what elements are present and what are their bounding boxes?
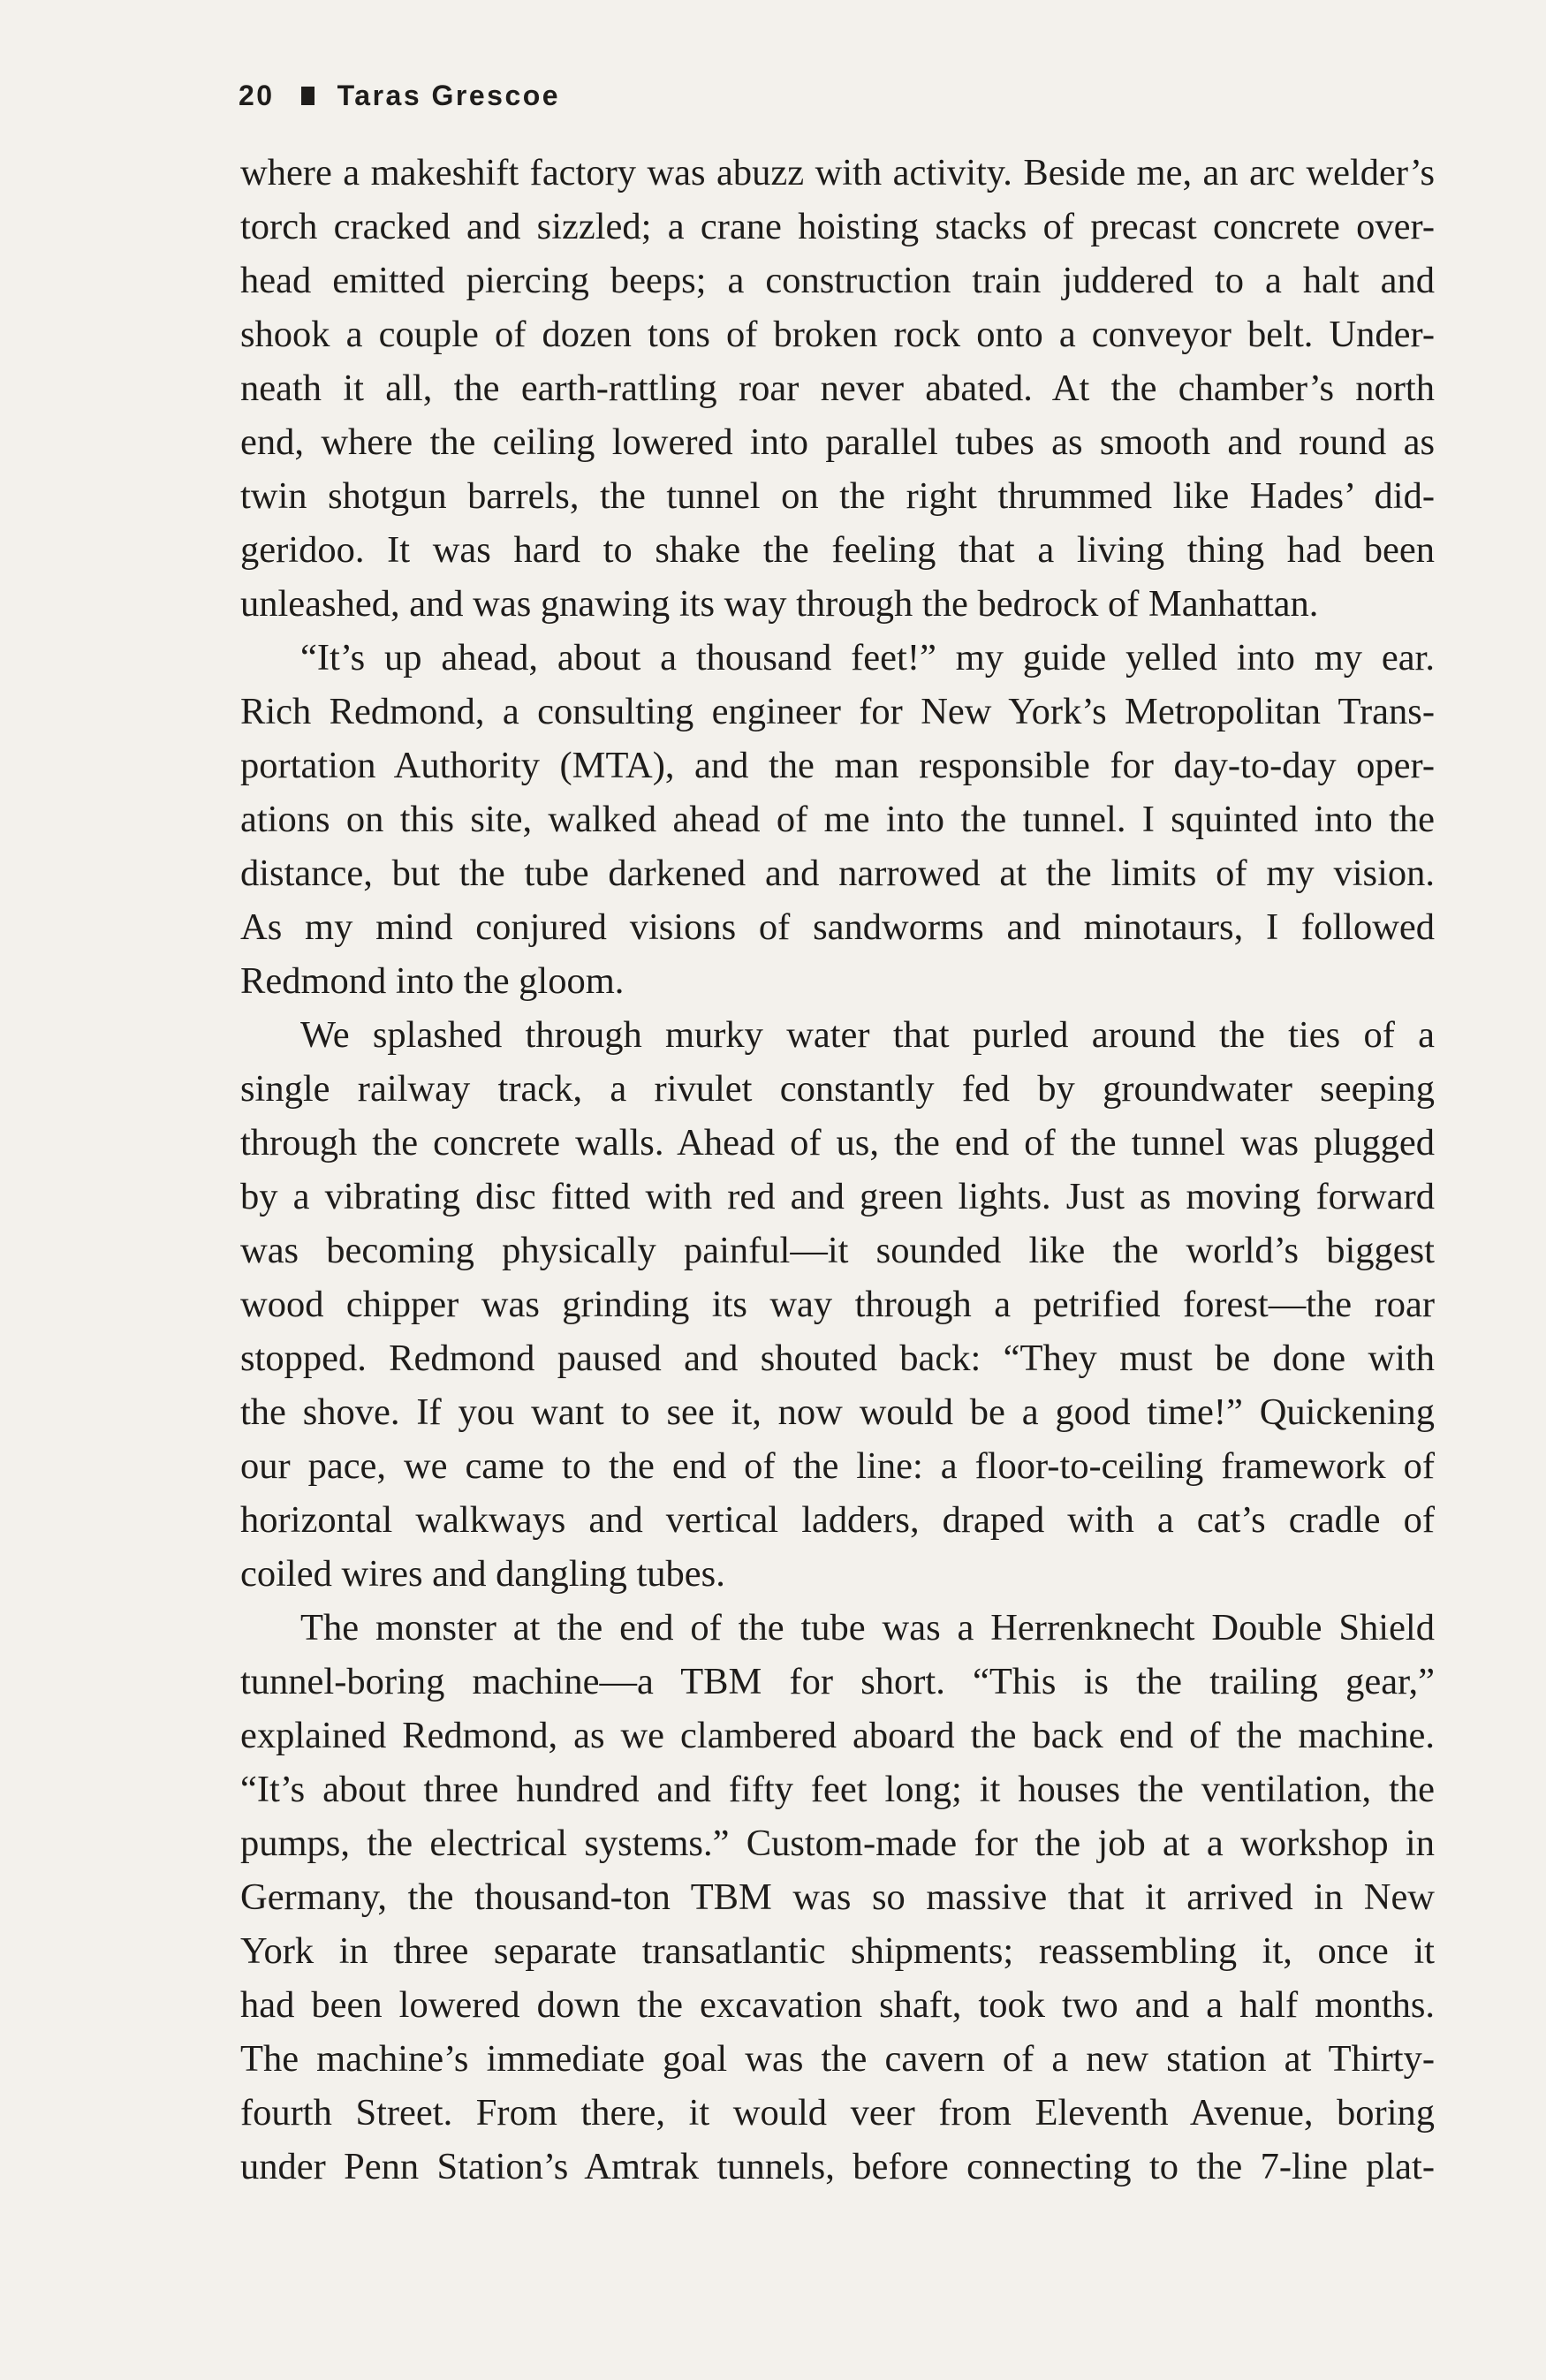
- text-line: wood chipper was grinding its way through a petrified forest—the roar: [240, 1284, 1435, 1325]
- text-line: where a makeshift factory was abuzz with activity. Beside me, an arc welder’s: [240, 152, 1435, 193]
- author-name: Taras Grescoe: [337, 80, 561, 111]
- body-text: [240, 146, 1435, 2194]
- text-line: portation Authority (MTA), and the man responsible for day-to-day oper-: [240, 745, 1435, 786]
- text-line: coiled wires and dangling tubes.: [240, 1553, 725, 1595]
- text-line: tunnel-boring machine—a TBM for short. “This is the trailing gear,”: [240, 1661, 1435, 1702]
- text-line: ations on this site, walked ahead of me into the tunnel. I squinted into the: [240, 799, 1435, 840]
- text-line: York in three separate transatlantic shipments; reassembling it, once it: [240, 1930, 1435, 1972]
- text-line: by a vibrating disc fitted with red and green lights. Just as moving forward: [240, 1176, 1435, 1217]
- text-line: was becoming physically painful—it sounded like the world’s biggest: [240, 1230, 1435, 1271]
- text-line: distance, but the tube darkened and narrowed at the limits of my vision.: [240, 853, 1435, 894]
- text-line: Germany, the thousand-ton TBM was so massive that it arrived in New: [240, 1876, 1435, 1918]
- text-line: As my mind conjured visions of sandworms and minotaurs, I followed: [240, 906, 1435, 948]
- text-line: single railway track, a rivulet constantly fed by groundwater seeping: [240, 1068, 1435, 1110]
- text-line: The monster at the end of the tube was a Herrenknecht Double Shield: [300, 1607, 1435, 1649]
- text-line: Rich Redmond, a consulting engineer for New York’s Metropolitan Trans-: [240, 691, 1435, 732]
- text-line: unleashed, and was gnawing its way through the bedrock of Manhattan.: [240, 583, 1319, 625]
- text-line: “It’s up ahead, about a thousand feet!” my guide yelled into my ear.: [300, 637, 1435, 678]
- text-line: We splashed through murky water that purled around the ties of a: [300, 1014, 1435, 1056]
- text-line: shook a couple of dozen tons of broken rock onto a conveyor belt. Under-: [240, 314, 1435, 355]
- text-line: fourth Street. From there, it would veer from Eleventh Avenue, boring: [240, 2092, 1435, 2134]
- text-line: neath it all, the earth-rattling roar never abated. At the chamber’s north: [240, 368, 1435, 409]
- text-line: torch cracked and sizzled; a crane hoisting stacks of precast concrete over-: [240, 206, 1435, 247]
- text-line: geridoo. It was hard to shake the feeling that a living thing had been: [240, 529, 1435, 571]
- page-number: 20: [239, 80, 275, 111]
- text-line: explained Redmond, as we clambered aboard the back end of the machine.: [240, 1715, 1435, 1756]
- text-line: through the concrete walls. Ahead of us, the end of the tunnel was plugged: [240, 1122, 1435, 1163]
- running-head: [239, 80, 560, 112]
- text-line: end, where the ceiling lowered into parallel tubes as smooth and round as: [240, 421, 1435, 463]
- text-line: twin shotgun barrels, the tunnel on the right thrummed like Hades’ did-: [240, 475, 1435, 517]
- text-line: horizontal walkways and vertical ladders, draped with a cat’s cradle of: [240, 1499, 1435, 1541]
- text-line: our pace, we came to the end of the line: a floor-to-ceiling framework of: [240, 1445, 1435, 1487]
- text-line: Redmond into the gloom.: [240, 960, 625, 1002]
- text-line: had been lowered down the excavation shaft, took two and a half months.: [240, 1984, 1435, 2026]
- text-line: under Penn Station’s Amtrak tunnels, before connecting to the 7-line plat-: [240, 2146, 1435, 2187]
- text-line: stopped. Redmond paused and shouted back: “They must be done with: [240, 1338, 1435, 1379]
- square-bullet-icon: [301, 87, 315, 105]
- text-line: the shove. If you want to see it, now would be a good time!” Quickening: [240, 1391, 1435, 1433]
- text-line: head emitted piercing beeps; a construction train juddered to a halt and: [240, 260, 1435, 301]
- text-line: “It’s about three hundred and fifty feet long; it houses the ventilation, the: [240, 1769, 1435, 1810]
- text-line: The machine’s immediate goal was the cavern of a new station at Thirty-: [240, 2038, 1435, 2080]
- text-line: pumps, the electrical systems.” Custom-made for the job at a workshop in: [240, 1823, 1435, 1864]
